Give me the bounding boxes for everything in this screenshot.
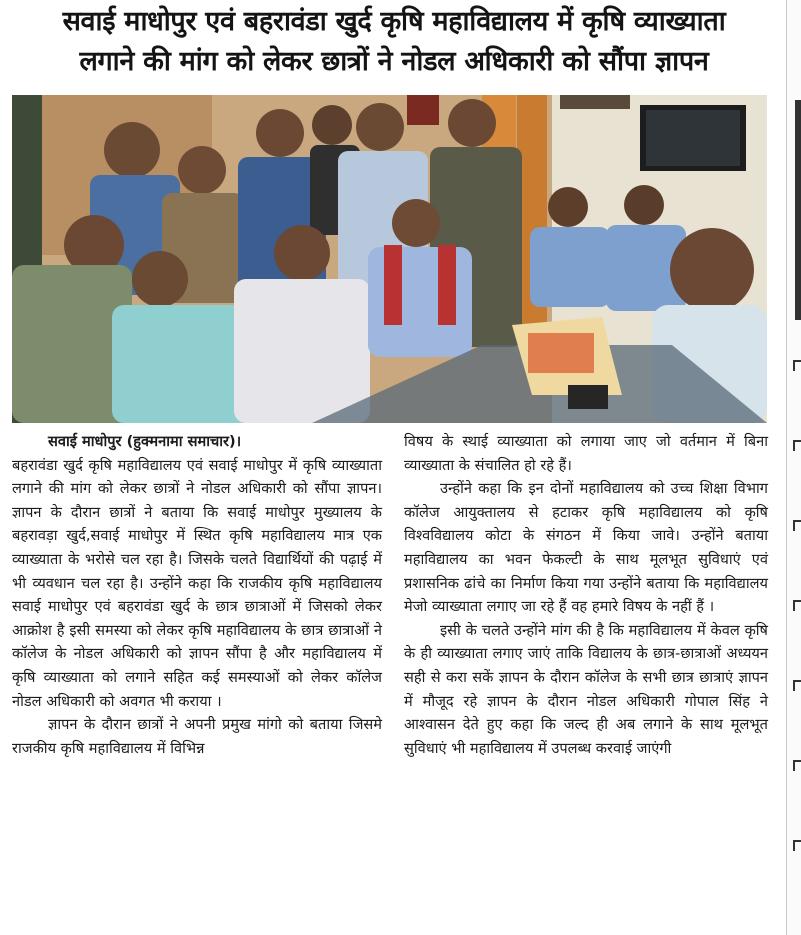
article-paragraph: बहरावंडा खुर्द कृषि महाविद्यालय एवं सवाई माधोपुर में कृषि व्याख्याता लगाने की मांग को लेकर छात्रों ने नोडल अधिकारी को सौंपा ज्ञापन। ज्ञापन के दौरान छात्रों ने बताया कि सवाई माधोपुर मुख्यालय के बहरावड़ा खुर्द,सवाई माधोपुर में स्थित कृषि महाविद्यालय मात्र एक व्याख्याता के भरोसे चल रहा है। जिसके चलते विद्यार्थियों की पढ़ाई में भी व्यवधान चल रहा है। उन्होंने कहा कि राजकीय कृषि महाविद्यालय सवाई माधोपुर एवं बहरावंडा खुर्द के छात्र छात्राओं में जिसको लेकर आक्रोश है इसी समस्या को लेकर कृषि महाविद्यालय के छात्र छात्राओं ने कॉलेज के नोडल अधिकारी को ज्ञापन सौंपा है और महाविद्यालय में कृषि व्याख्याता को लगाने सहित कई समस्याओं को लेकर कॉलेज नोडल अधिकारी को अवगत भी कराया । <box>12 456 382 710</box>
article-column-right <box>404 430 768 760</box>
article-paragraph: इसी के चलते उन्होंने मांग की है कि महाविद्यालय में केवल कृषि के ही व्याख्याता लगाए जाएं ताकि विद्यालय के छात्र-छात्राओं अध्ययन सही से करा सकें ज्ञापन के दौरान कॉलेज के सभी छात्र छात्राएं ज्ञापन में मौजूद रहे ज्ञापन के दौरान नोडल अधिकारी गोपाल सिंह ने आश्वासन देते हुए कहा कि जल्द ही अब लगाने के साथ मूलभूत सुविधाएं भी महाविद्यालय में उपलब्ध करवाई जाएंगी <box>404 621 768 757</box>
adjacent-text-fragment <box>793 760 801 771</box>
article-dateline: सवाई माधोपुर (हुक्मनामा समाचार)। <box>48 433 242 450</box>
article-headline <box>14 2 774 82</box>
headline-line-1: सवाई माधोपुर एवं बहरावंडा खुर्द कृषि महाविद्यालय में कृषि व्याख्याता <box>62 6 726 37</box>
article-column-left <box>12 430 382 760</box>
article-paragraph: विषय के स्थाई व्याख्याता को लगाया जाए जो वर्तमान में बिना व्याख्याता के संचालित हो रहे हैं। <box>404 433 768 474</box>
article-paragraph: उन्होंने कहा कि इन दोनों महाविद्यालय को उच्च शिक्षा विभाग कॉलेज आयुक्तालय से हटाकर कृषि महाविद्यालय को कृषि विश्वविद्यालय कोटा के संगठन में किया जावे। उन्होंने बताया महाविद्यालय का भवन फेकल्टी के साथ मूलभूत सुविधाएं एवं प्रशासनिक ढांचे का निर्माण किया गया उन्होंने बताया कि महाविद्यालय मेजो व्याख्याता लगाए जा रहे हैं वह हमारे विषय के नहीं हैं । <box>404 480 768 616</box>
article-paragraph: ज्ञापन के दौरान छात्रों ने अपनी प्रमुख मांगो को बताया जिसमे राजकीय कृषि महाविद्यालय में विभिन्न <box>12 716 382 757</box>
adjacent-text-fragment <box>793 360 801 371</box>
adjacent-text-fragment <box>793 840 801 851</box>
news-photo-illustration <box>12 95 767 423</box>
adjacent-photo-edge <box>795 100 801 320</box>
adjacent-text-fragment <box>793 600 801 611</box>
adjacent-text-fragment <box>793 680 801 691</box>
headline-line-2: लगाने की मांग को लेकर छात्रों ने नोडल अधिकारी को सौंपा ज्ञापन <box>79 46 709 77</box>
adjacent-text-fragment <box>793 520 801 531</box>
news-photo <box>12 95 767 423</box>
adjacent-article-edge <box>786 0 801 935</box>
adjacent-text-fragment <box>793 440 801 451</box>
